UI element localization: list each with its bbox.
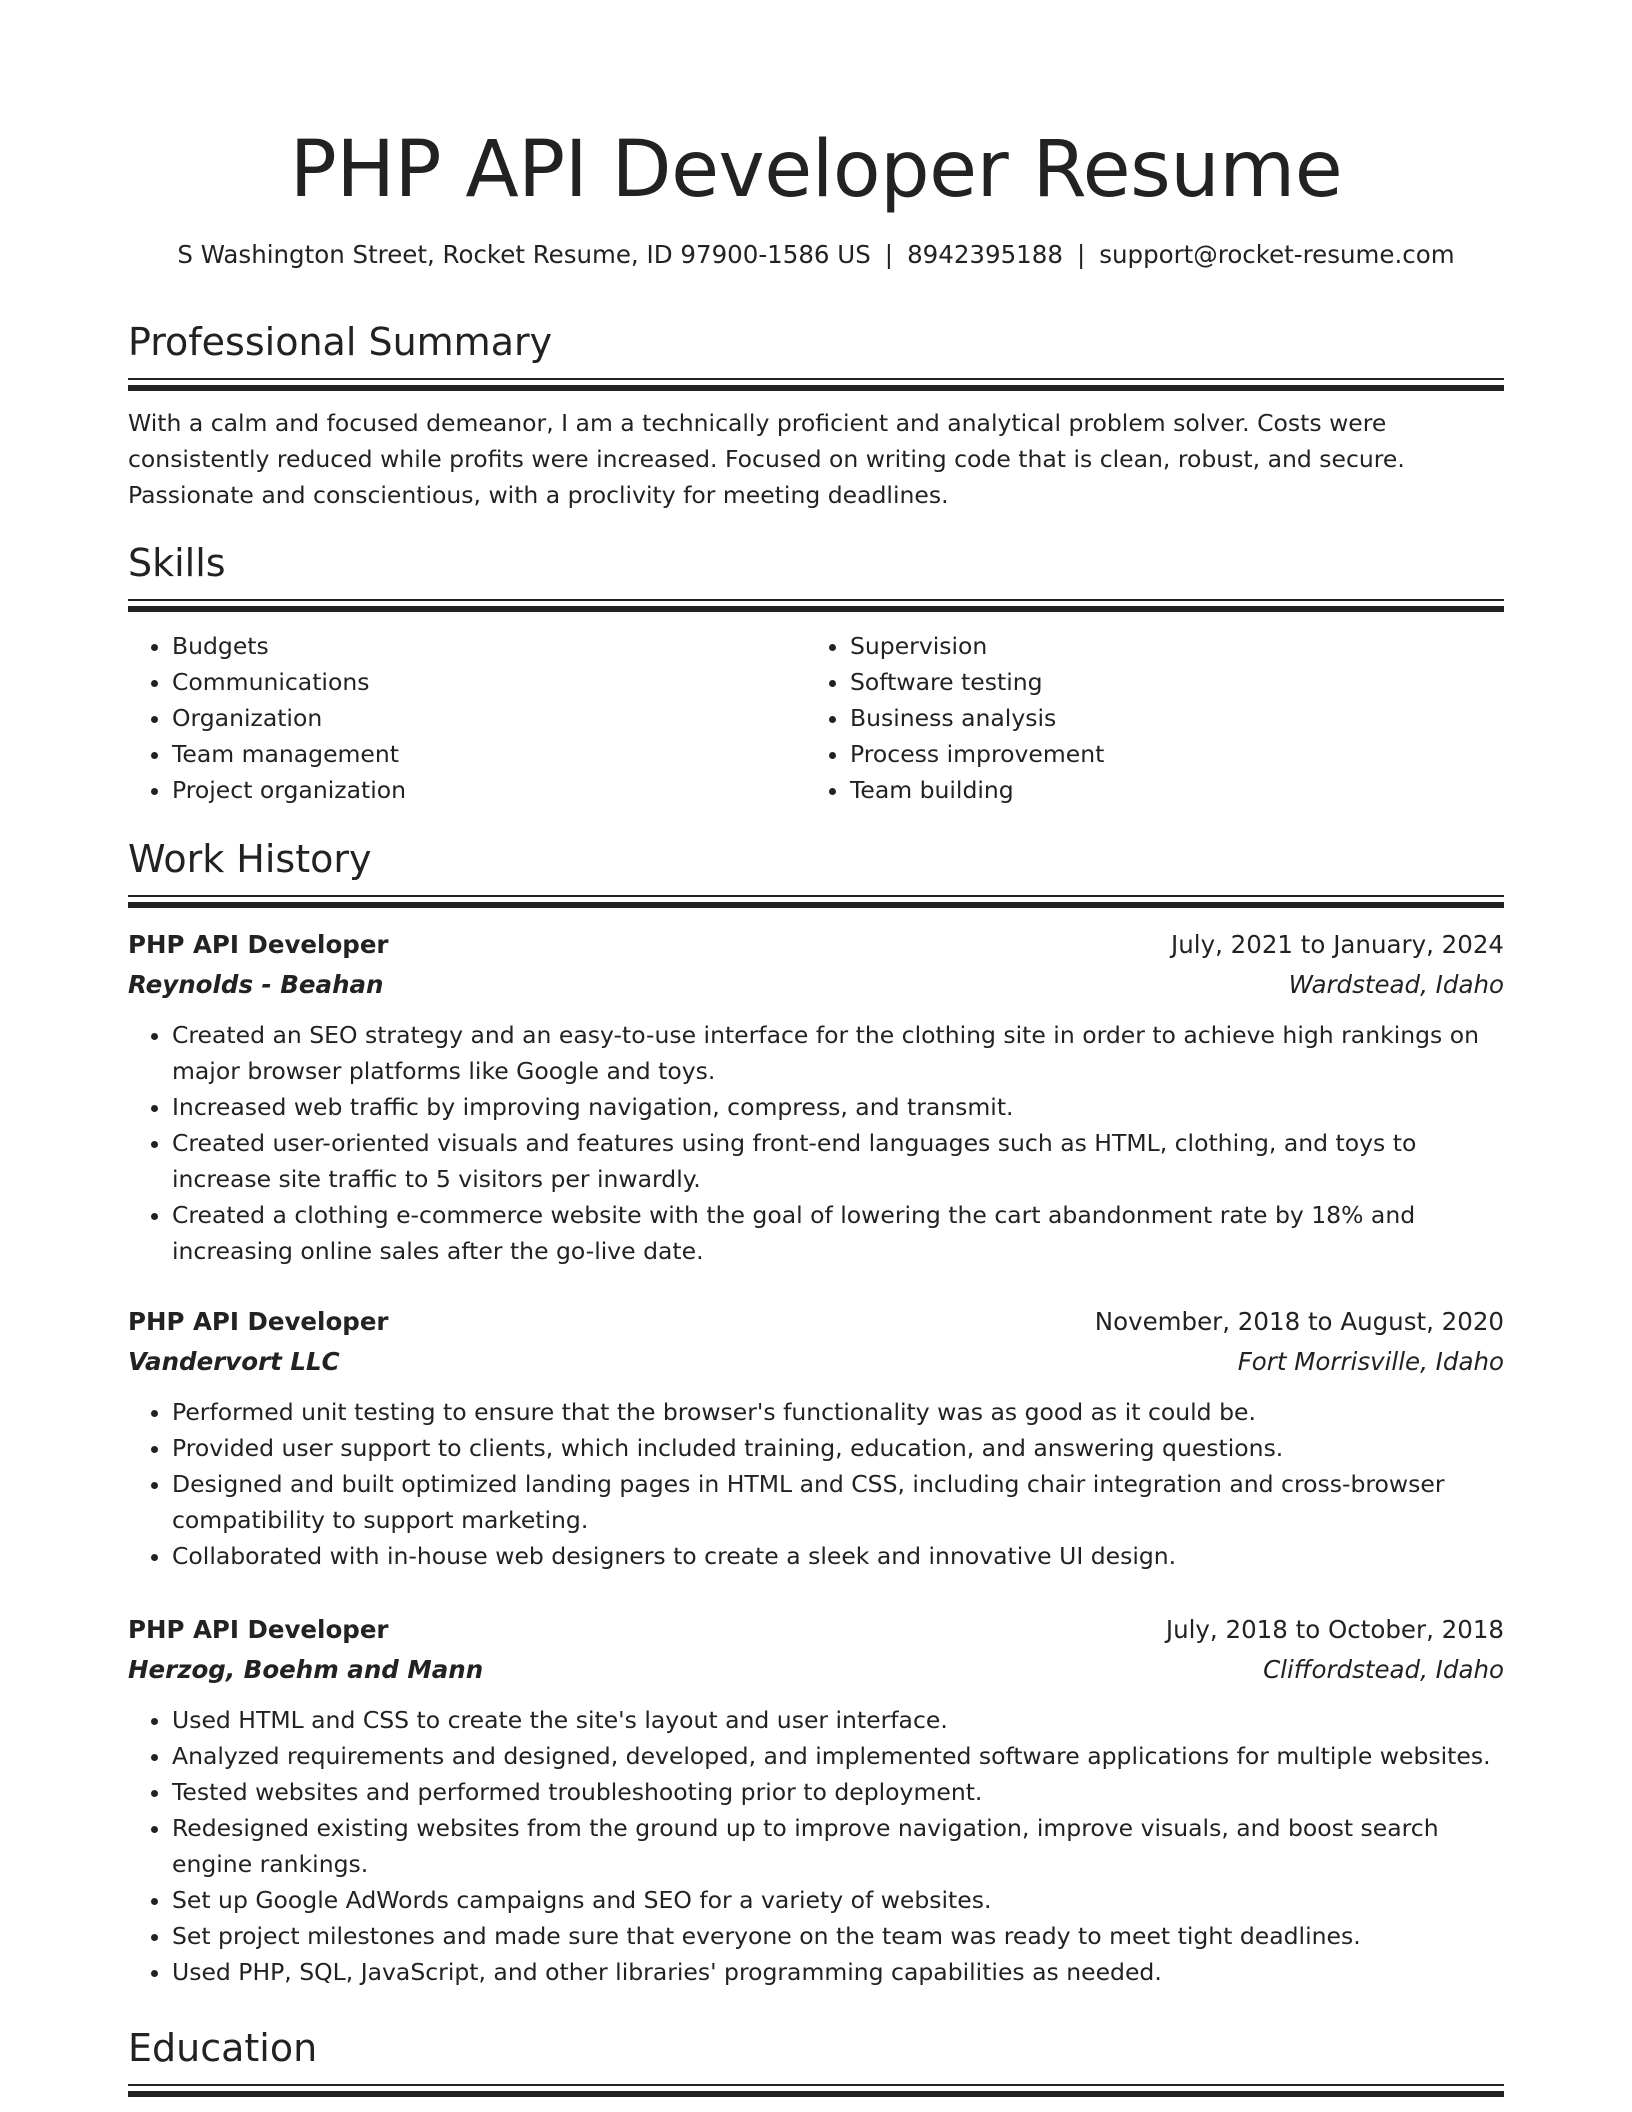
job-company: Reynolds - Beahan <box>128 970 384 999</box>
list-item: • Redesigned existing websites from the ground up to improve navigation, improve visuals, and boost search engine rankings. <box>172 1810 1504 1882</box>
contact-address: S Washington Street, Rocket Resume, ID 97900-1586 US <box>177 240 871 269</box>
list-item: • Created user-oriented visuals and features using front-end languages such as HTML, clothing, and toys to increase site traffic to 5 visitors per inwardly. <box>172 1125 1504 1197</box>
list-item: • Tested websites and performed troubleshooting prior to deployment. <box>172 1774 1504 1810</box>
contact-separator: | <box>884 240 894 269</box>
job-bullets <box>128 1702 1504 1990</box>
job-bullets <box>128 1017 1504 1269</box>
section-divider <box>128 902 1504 908</box>
skill-item: • Team management <box>172 736 806 772</box>
job-title: PHP API Developer <box>128 930 389 959</box>
job-bullets <box>128 1394 1504 1574</box>
section-divider <box>128 385 1504 391</box>
section-work-header <box>128 835 1504 908</box>
job-location: Fort Morrisville, Idaho <box>1237 1347 1504 1376</box>
contact-phone[interactable]: 8942395188 <box>907 240 1063 269</box>
skill-item: • Process improvement <box>850 736 1484 772</box>
section-title-work: Work History <box>128 837 372 881</box>
section-divider <box>128 2084 1504 2086</box>
skill-item: • Budgets <box>172 628 806 664</box>
job-company: Herzog, Boehm and Mann <box>128 1655 484 1684</box>
list-item: • Created a clothing e-commerce website with the goal of lowering the cart abandonment rate by 18% and increasing online sales after the go-live date. <box>172 1197 1504 1269</box>
job-entry <box>128 925 1504 1269</box>
job-title: PHP API Developer <box>128 1615 389 1644</box>
job-location: Cliffordstead, Idaho <box>1263 1655 1504 1684</box>
section-divider <box>128 606 1504 612</box>
job-location: Wardstead, Idaho <box>1288 970 1504 999</box>
job-entry <box>128 1302 1504 1574</box>
section-divider <box>128 895 1504 897</box>
skill-item: • Business analysis <box>850 700 1484 736</box>
contact-email[interactable]: support@rocket-resume.com <box>1099 240 1455 269</box>
skill-item: • Communications <box>172 664 806 700</box>
section-title-education: Education <box>128 2026 318 2070</box>
list-item: • Used HTML and CSS to create the site's layout and user interface. <box>172 1702 1504 1738</box>
skill-item: • Software testing <box>850 664 1484 700</box>
job-entry <box>128 1610 1504 1990</box>
list-item: • Increased web traffic by improving navigation, compress, and transmit. <box>172 1089 1504 1125</box>
resume-title: PHP API Developer Resume <box>289 125 1343 215</box>
section-title-skills: Skills <box>128 541 226 585</box>
skill-item: • Project organization <box>172 772 806 808</box>
list-item: • Provided user support to clients, which included training, education, and answering questions. <box>172 1430 1504 1466</box>
list-item: • Performed unit testing to ensure that the browser's functionality was as good as it could be. <box>172 1394 1504 1430</box>
contact-line <box>118 238 1514 272</box>
contact-separator: | <box>1076 240 1086 269</box>
summary-paragraph: With a calm and focused demeanor, I am a technically proficient and analytical problem solver. Costs were consistently reduced while profits were increased. Focused on writing code that is clean, robust, and secure. Passionate and conscientious, with a proclivity for meeting deadlines. <box>128 409 1405 509</box>
skill-item: • Organization <box>172 700 806 736</box>
section-title-summary: Professional Summary <box>128 320 553 364</box>
section-skills-header <box>128 539 1504 612</box>
skill-item: • Supervision <box>850 628 1484 664</box>
job-dates: July, 2018 to October, 2018 <box>1165 1615 1504 1644</box>
job-dates: July, 2021 to January, 2024 <box>1171 930 1504 959</box>
job-company: Vandervort LLC <box>128 1347 340 1376</box>
job-dates: November, 2018 to August, 2020 <box>1094 1307 1504 1336</box>
skills-column-left <box>128 628 806 808</box>
skills-column-right <box>806 628 1484 808</box>
list-item: • Created an SEO strategy and an easy-to-use interface for the clothing site in order to achieve high rankings on major browser platforms like Google and toys. <box>172 1017 1504 1089</box>
list-item: • Analyzed requirements and designed, developed, and implemented software applications for multiple websites. <box>172 1738 1504 1774</box>
list-item: • Used PHP, SQL, JavaScript, and other libraries' programming capabilities as needed. <box>172 1954 1504 1990</box>
list-item: • Collaborated with in-house web designers to create a sleek and innovative UI design. <box>172 1538 1504 1574</box>
list-item: • Designed and built optimized landing pages in HTML and CSS, including chair integration and cross-browser compatibility to support marketing. <box>172 1466 1504 1538</box>
job-title: PHP API Developer <box>128 1307 389 1336</box>
section-divider <box>128 2091 1504 2097</box>
section-education-header <box>128 2024 1504 2097</box>
list-item: • Set up Google AdWords campaigns and SEO for a variety of websites. <box>172 1882 1504 1918</box>
section-summary-header <box>128 318 1504 391</box>
skills-list <box>128 628 1504 808</box>
section-divider <box>128 599 1504 601</box>
list-item: • Set project milestones and made sure that everyone on the team was ready to meet tight deadlines. <box>172 1918 1504 1954</box>
skill-item: • Team building <box>850 772 1484 808</box>
section-divider <box>128 378 1504 380</box>
